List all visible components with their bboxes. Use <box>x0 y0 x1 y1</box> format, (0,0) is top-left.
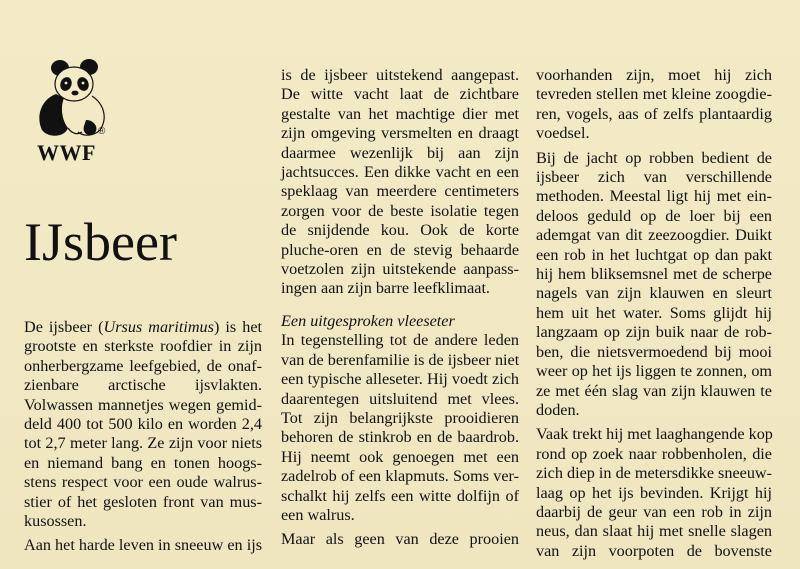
text-line: speklaag van meerdere centimeters <box>281 182 519 201</box>
latin-name: Ursus maritimus <box>103 318 214 336</box>
paragraph <box>536 66 772 144</box>
text-line: Bij de jacht op robben bedient de <box>536 148 772 167</box>
text-line: van de berenfamilie is de ijsbeer niet <box>281 350 520 369</box>
text-line: van zijn voorpoten de bovenste <box>536 541 772 560</box>
text-line: is de ijsbeer uitstekend aangepast. <box>281 66 519 84</box>
paragraph <box>536 425 772 561</box>
text-line: een walrus. <box>281 505 355 524</box>
text-line: Maar als geen van deze prooien <box>281 530 519 549</box>
subheading <box>281 312 519 331</box>
text-line: jachtsucces. Een dikke vacht en een <box>281 163 519 182</box>
text-line: ijsbeer zich van verschillende <box>536 168 772 187</box>
text-line: deloos geduld op de loer bij een <box>536 206 772 225</box>
text-line: zorgen voor de beste isolatie tegen <box>281 201 519 220</box>
text-line: een typische alleseter. Hij voedt zich <box>281 370 519 389</box>
text-line: stens respect voor een oude walrus- <box>24 473 262 492</box>
text-line: pluche-oren en de stevig behaarde <box>281 240 519 259</box>
text-line: Vaak trekt hij met laaghangende kop <box>536 425 773 444</box>
paragraph <box>281 331 519 525</box>
text-line: grootste en sterkste roofdier in zijn <box>24 337 262 356</box>
registered-mark: ® <box>98 126 106 137</box>
text-line: gestalte van het machtige dier met <box>281 104 519 123</box>
text-line: daarbij de geur van een rob in zijn <box>536 502 772 521</box>
text-line: rond op zoek naar robbenholen, die <box>536 444 772 463</box>
text-line: daarmee wezenlijk bij aan zijn <box>281 143 519 162</box>
text-line: De witte vacht laat de zichtbare <box>281 85 519 104</box>
text-line: Aan het harde leven in sneeuw en ijs <box>24 536 262 555</box>
paragraph <box>24 318 262 531</box>
text-line: hem uit het water. Soms glijdt hij <box>536 303 772 322</box>
subheading-text: Een uitgesproken vleeseter <box>281 311 455 330</box>
page-title: IJsbeer <box>24 212 177 272</box>
text-line: stier of het gesloten front van mus- <box>24 492 262 511</box>
text-line: hij hem bliksemsnel met de scherpe <box>536 265 772 284</box>
text-line: zadelrob of een klapmuts. Soms ver- <box>281 467 519 486</box>
text-line: nagels van zijn klauwen en sleurt <box>536 284 772 303</box>
paragraph <box>281 66 519 299</box>
text-line: ze met één slag van zijn klauwen te <box>536 381 772 400</box>
paragraph <box>536 149 772 421</box>
column-1 <box>24 318 262 556</box>
text-line: de snijdende kou. Ook de korte <box>281 221 519 240</box>
wwf-logo <box>34 58 114 165</box>
text-line: Tot zijn belangrijkste prooidieren <box>281 408 519 427</box>
text-line: methoden. Meestal ligt hij met ein- <box>536 187 772 206</box>
text-line: Volwassen mannetjes wegen gemid- <box>24 395 262 414</box>
text-line: De ijsbeer (Ursus maritimus) is het <box>24 318 263 336</box>
text-line: Hij neemt ook genoegen met een <box>281 447 519 466</box>
text-line: ademgat van dit zeezoogdier. Duikt <box>536 226 772 245</box>
text-line: behoren de stinkrob en de baardrob. <box>281 428 519 447</box>
text-line: deld 400 tot 500 kilo en worden 2,4 <box>24 415 262 434</box>
text-line: daarentegen uitsluitend met vlees. <box>281 389 519 408</box>
text-line: voetzolen zijn uitstekende aanpass- <box>281 260 519 279</box>
text-line: voorhanden zijn, moet hij zich <box>536 66 772 84</box>
text-line: tevreden stellen met kleine zoogdie- <box>536 85 772 104</box>
paragraph <box>24 536 262 555</box>
text-line: schalkt hij zelfs een witte dolfijn of <box>281 486 519 505</box>
text-line: onherbergzame leefgebied, de onaf- <box>24 356 262 375</box>
text-line: doden. <box>536 400 580 419</box>
text-line: In tegenstelling tot de andere leden <box>281 331 519 350</box>
column-2 <box>281 66 519 550</box>
text-line: tot 2,7 meter lang. Ze zijn voor niets <box>24 434 262 453</box>
text-line: weer op het ijs liggen te zonnen, om <box>536 362 772 381</box>
text-line: ren, vogels, aas of zelfs plantaardig <box>536 104 772 123</box>
text-line: voedsel. <box>536 124 590 143</box>
text-line: ben, die nietsvermoedend bij mooi <box>536 342 772 361</box>
column-3 <box>536 66 772 561</box>
text-line: laag op het ijs bevinden. Krijgt hij <box>536 483 772 502</box>
text-line: zijn omgeving versmelten en draagt <box>281 124 519 143</box>
text-line: zich diep in de metersdikke sneeuw- <box>536 464 772 483</box>
text-line: langzaam op zijn buik naar de rob- <box>536 323 772 342</box>
wwf-logo-text: WWF <box>37 140 96 165</box>
text-line: ingen aan zijn barre leefklimaat. <box>281 279 490 298</box>
text-line: neus, dan slaat hij met snelle slagen <box>536 522 772 541</box>
text-line: een rob in het luchtgat op dan pakt <box>536 245 772 264</box>
text-line: zienbare arctische ijsvlakten. <box>24 376 262 395</box>
text-line: en niemand bang en tonen hoogs- <box>24 453 262 472</box>
paragraph <box>281 530 519 549</box>
text-line: kusossen. <box>24 512 87 531</box>
